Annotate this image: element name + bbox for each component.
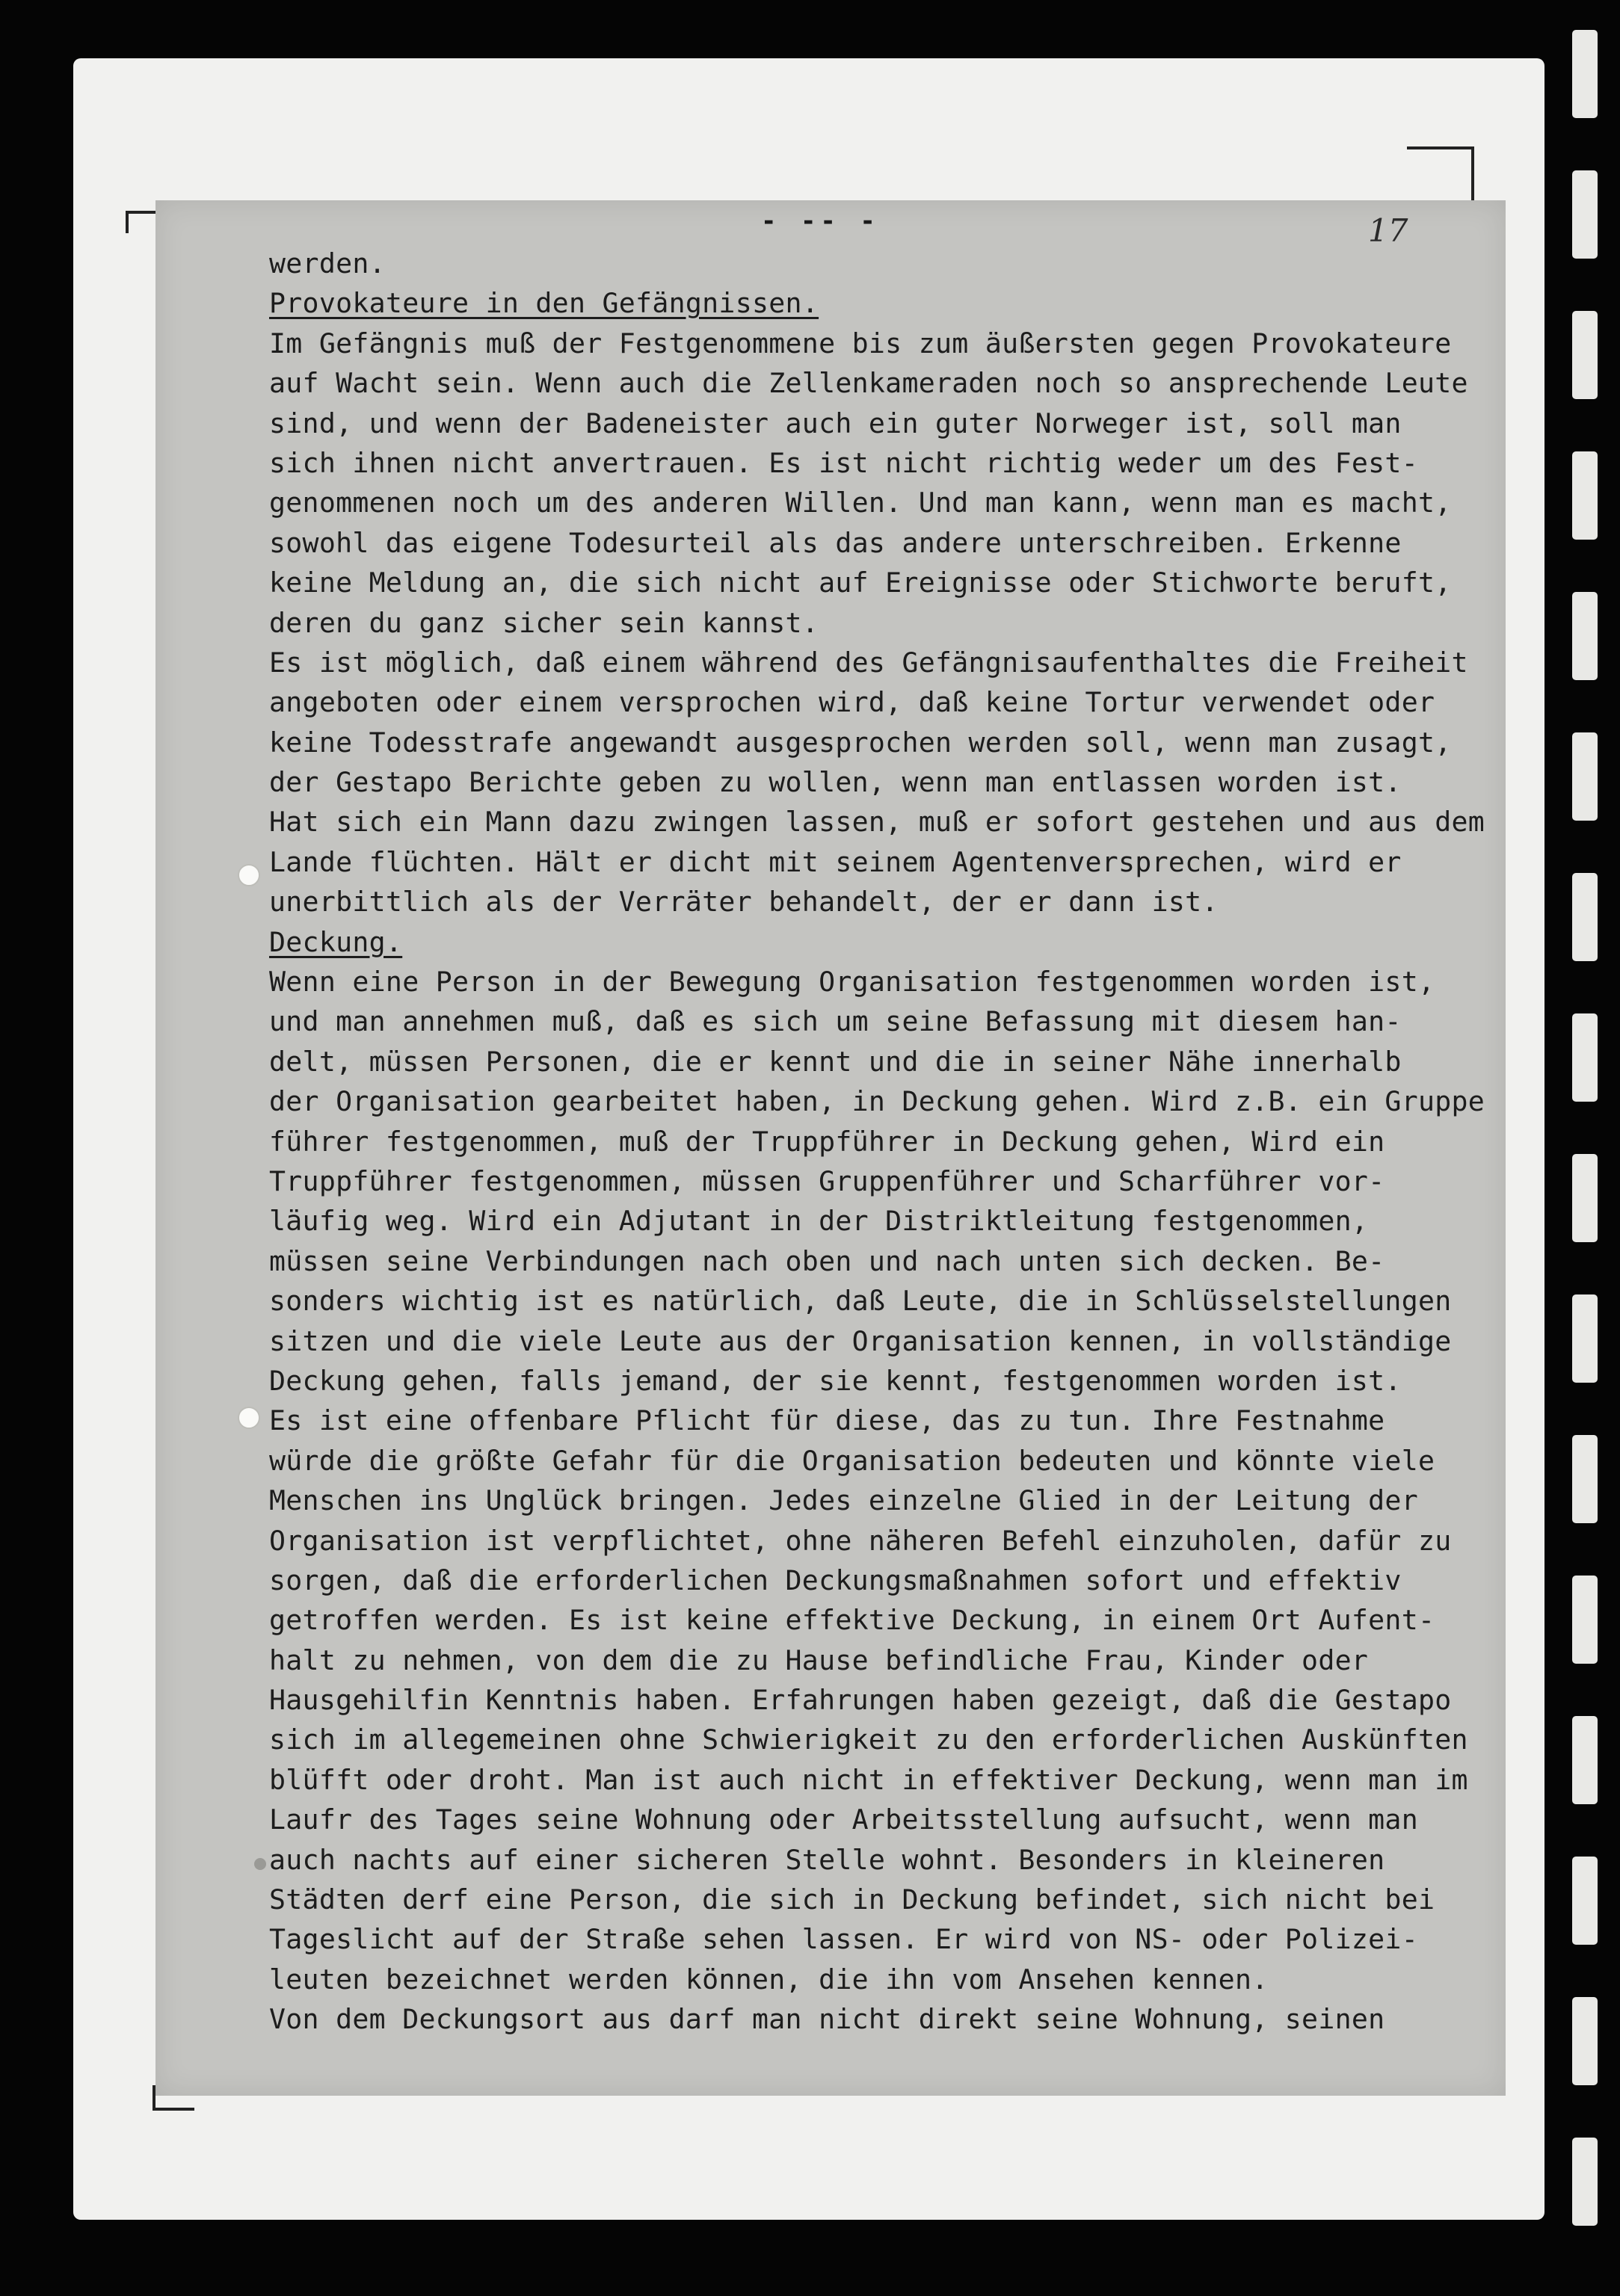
sprocket-hole — [1572, 1576, 1598, 1664]
sprocket-hole — [1572, 311, 1598, 399]
text-line: leuten bezeichnet werden können, die ihn vom Ansehen kennen. — [269, 1963, 1269, 1996]
text-line: blüfft oder droht. Man ist auch nicht in effektiver Deckung, wenn man im — [269, 1763, 1468, 1796]
text-line: auch nachts auf einer sicheren Stelle wohnt. Besonders in kleineren — [269, 1843, 1385, 1876]
sprocket-hole — [1572, 30, 1598, 118]
text-line: delt, müssen Personen, die er kennt und die in seiner Nähe innerhalb — [269, 1045, 1402, 1078]
text-line: Truppführer festgenommen, müssen Gruppenführer und Scharführer vor- — [269, 1164, 1385, 1197]
text-line: getroffen werden. Es ist keine effektive Deckung, in einem Ort Aufent- — [269, 1604, 1435, 1637]
sprocket-hole — [1572, 1435, 1598, 1523]
text-line: Lande flüchten. Hält er dicht mit seinem Agentenversprechen, wird er — [269, 845, 1402, 878]
punch-hole — [238, 1407, 260, 1429]
text-line: Im Gefängnis muß der Festgenommene bis zum äußersten gegen Provokateure — [269, 327, 1452, 359]
punch-hole — [238, 864, 260, 886]
text-line: der Gestapo Berichte geben zu wollen, wenn man entlassen worden ist. — [269, 766, 1402, 799]
text-line: sorgen, daß die erforderlichen Deckungsmaßnahmen sofort und effektiv — [269, 1564, 1402, 1596]
text-line: deren du ganz sicher sein kannst. — [269, 606, 819, 639]
text-line: unerbittlich als der Verräter behandelt, der er dann ist. — [269, 886, 1219, 919]
punch-hole — [254, 1858, 266, 1870]
sprocket-hole — [1572, 1294, 1598, 1383]
text-line: Wenn eine Person in der Bewegung Organisation festgenommen worden ist, — [269, 966, 1435, 999]
text-line: auf Wacht sein. Wenn auch die Zellenkameraden noch so ansprechende Leute — [269, 367, 1468, 400]
text-line: Tageslicht auf der Straße sehen lassen. Er wird von NS- oder Polizei- — [269, 1923, 1418, 1956]
text-line: Städten derf eine Person, die sich in Deckung befindet, sich nicht bei — [269, 1883, 1435, 1916]
text-line: halt zu nehmen, von dem die zu Hause befindliche Frau, Kinder oder — [269, 1644, 1369, 1676]
text-line: werden. — [269, 247, 386, 280]
sprocket-hole — [1572, 873, 1598, 961]
sprocket-hole — [1572, 592, 1598, 680]
text-line: sich im allegemeinen ohne Schwierigkeit zu den erforderlichen Auskünften — [269, 1723, 1468, 1756]
sprocket-hole — [1572, 451, 1598, 540]
text-line: genommenen noch um des anderen Willen. Und man kann, wenn man es macht, — [269, 487, 1452, 519]
section-heading: Deckung. — [269, 925, 403, 958]
text-line: sitzen und die viele Leute aus der Organisation kennen, in vollständige — [269, 1324, 1452, 1357]
text-line: Organisation ist verpflichtet, ohne näheren Befehl einzuholen, dafür zu — [269, 1524, 1452, 1557]
sprocket-hole — [1572, 1154, 1598, 1242]
text-line: müssen seine Verbindungen nach oben und nach unten sich decken. Be- — [269, 1244, 1385, 1277]
text-line: Deckung gehen, falls jemand, der sie kennt, festgenommen worden ist. — [269, 1364, 1402, 1397]
sprocket-hole — [1572, 170, 1598, 259]
text-line: Es ist möglich, daß einem während des Gefängnisaufenthaltes die Freiheit — [269, 646, 1468, 679]
text-line: sowohl das eigene Todesurteil als das andere unterschreiben. Erkenne — [269, 526, 1402, 559]
text-line: Laufr des Tages seine Wohnung oder Arbeitsstellung aufsucht, wenn man — [269, 1803, 1418, 1836]
corner-mark-top-left — [126, 211, 155, 233]
folio-number: 17 — [1368, 212, 1408, 249]
text-line: Menschen ins Unglück bringen. Jedes einzelne Glied in der Leitung der — [269, 1484, 1418, 1517]
text-line: Hat sich ein Mann dazu zwingen lassen, muß er sofort gestehen und aus dem — [269, 806, 1485, 839]
text-line: keine Meldung an, die sich nicht auf Ereignisse oder Stichworte beruft, — [269, 567, 1452, 599]
page-number-mark: - -- - — [761, 206, 880, 236]
text-line: und man annehmen muß, daß es sich um seine Befassung mit diesem han- — [269, 1005, 1402, 1038]
sprocket-hole — [1572, 1013, 1598, 1102]
text-line: sind, und wenn der Badeneister auch ein guter Norweger ist, soll man — [269, 407, 1402, 439]
sprocket-hole — [1572, 732, 1598, 821]
sprocket-hole — [1572, 1716, 1598, 1804]
corner-mark-top-right — [1407, 146, 1474, 202]
text-line: läufig weg. Wird ein Adjutant in der Distriktleitung festgenommen, — [269, 1205, 1369, 1238]
sprocket-hole — [1572, 1997, 1598, 2085]
text-line: angeboten oder einem versprochen wird, daß keine Tortur verwendet oder — [269, 686, 1435, 719]
text-line: der Organisation gearbeitet haben, in Deckung gehen. Wird z.B. ein Gruppe — [269, 1085, 1485, 1118]
text-line: würde die größte Gefahr für die Organisation bedeuten und könnte viele — [269, 1444, 1435, 1477]
text-line: sonders wichtig ist es natürlich, daß Leute, die in Schlüsselstellungen — [269, 1285, 1452, 1318]
section-heading: Provokateure in den Gefängnissen. — [269, 287, 819, 320]
text-line: Von dem Deckungsort aus darf man nicht direkt seine Wohnung, seinen — [269, 2003, 1385, 2036]
sprocket-hole — [1572, 1857, 1598, 1945]
typed-text — [269, 244, 1495, 2040]
text-line: Hausgehilfin Kenntnis haben. Erfahrungen haben gezeigt, daß die Gestapo — [269, 1684, 1452, 1717]
text-line: keine Todesstrafe angewandt ausgesprochen werden soll, wenn man zusagt, — [269, 726, 1452, 759]
text-line: führer festgenommen, muß der Truppführer in Deckung gehen, Wird ein — [269, 1125, 1385, 1158]
text-line: Es ist eine offenbare Pflicht für diese, das zu tun. Ihre Festnahme — [269, 1404, 1385, 1437]
sprocket-hole — [1572, 2138, 1598, 2226]
text-line: sich ihnen nicht anvertrauen. Es ist nicht richtig weder um des Fest- — [269, 446, 1418, 479]
